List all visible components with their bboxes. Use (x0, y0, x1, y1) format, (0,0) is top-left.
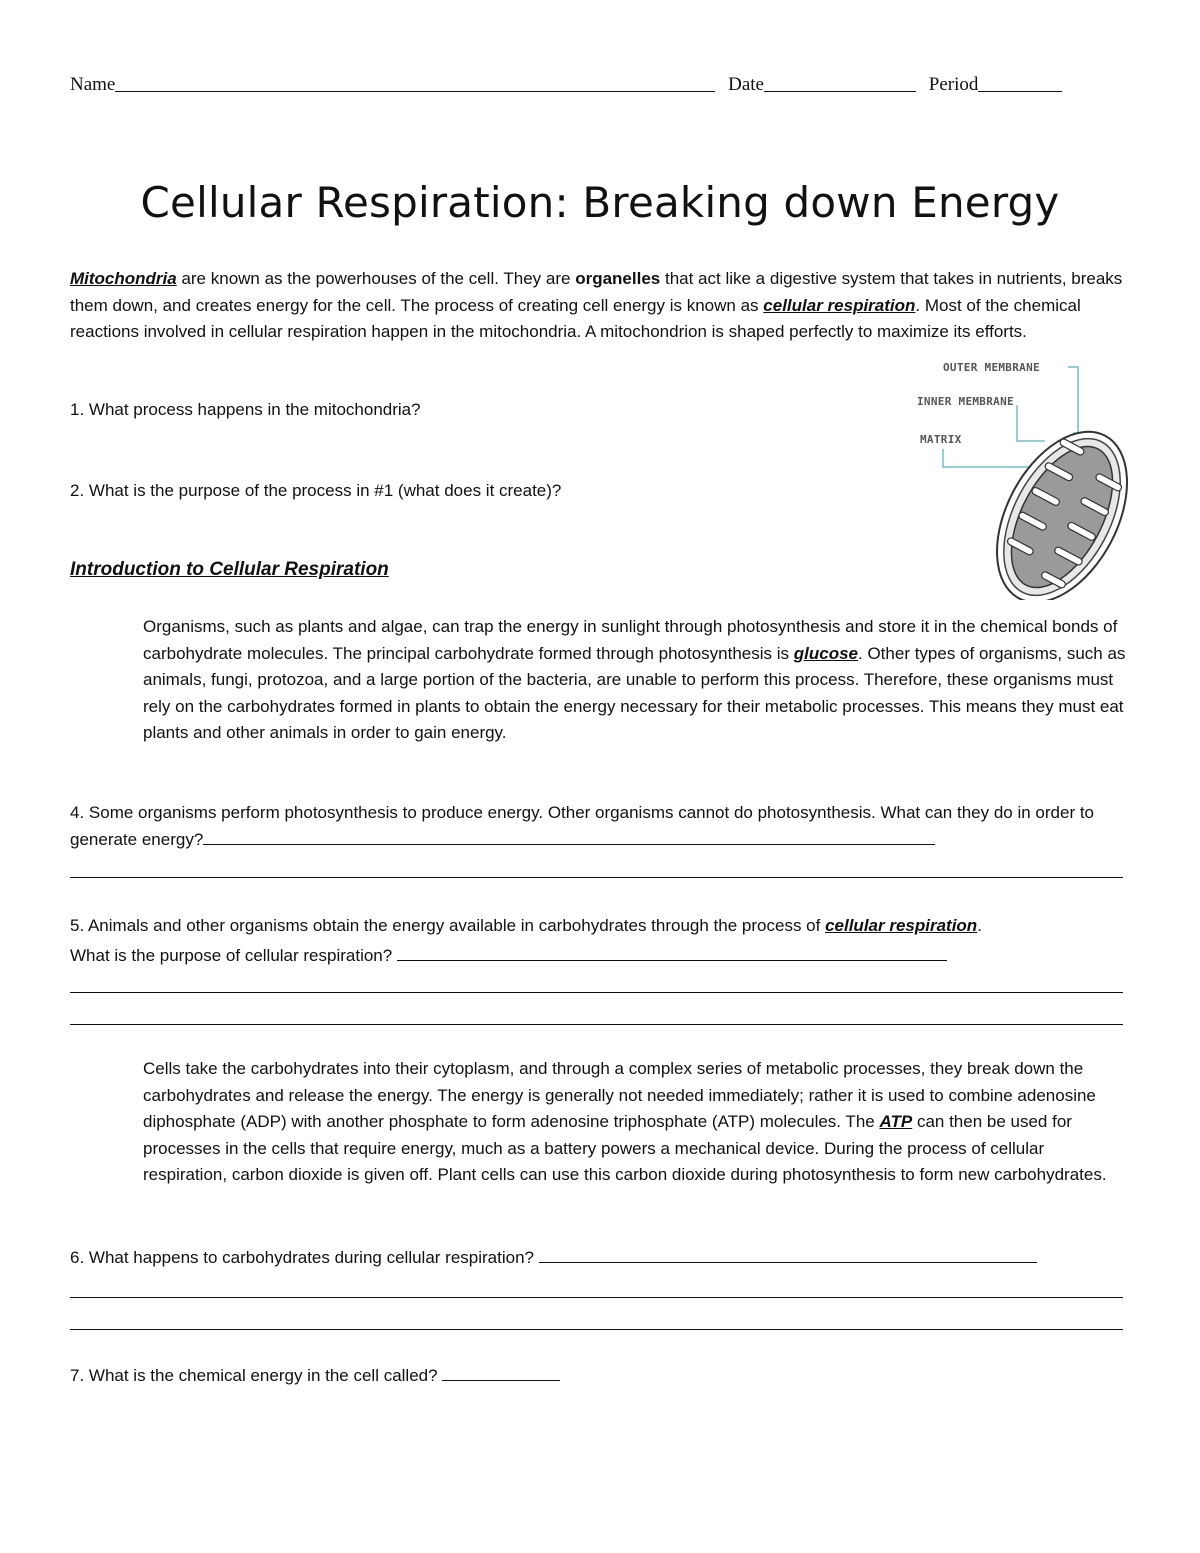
question-6-text: 6. What happens to carbohydrates during cellular respiration? (70, 1248, 534, 1267)
question-2: 2. What is the purpose of the process in #1 (what does it create)? (70, 481, 562, 500)
section-heading: Introduction to Cellular Respiration (70, 559, 389, 580)
question-1: 1. What process happens in the mitochondria? (70, 400, 421, 419)
term-organelles: organelles (575, 269, 661, 288)
date-label: Date (728, 74, 764, 95)
name-field[interactable] (115, 73, 715, 92)
question-4-text: 4. Some organisms perform photosynthesis to produce energy. Other organisms cannot do photosynthesis. What can they do in order to generate energy? (70, 803, 1095, 849)
term-atp: ATP (879, 1112, 913, 1131)
passage-2-text-2: can then be used for processes in the cells that require energy, much as a battery powers a mechanical device. During the process of cellular respiration, carbon dioxide is given off. Plant cells can use this carbon dioxide during photosynthesis to form new carbohydrates. (143, 1112, 1107, 1184)
question-7 (70, 1363, 870, 1390)
page-title: Cellular Respiration: Breaking down Energy (140, 178, 1060, 227)
passage-2 (143, 1056, 1128, 1189)
answer-6-inline[interactable] (539, 1248, 1037, 1263)
passage-1-text-2: . Other types of organisms, such as animals, fungi, protozoa, and a large portion of the bacteria, are unable to perform this process. Therefore, these organisms must rely on the carbohydrates formed in plants to obtain the energy necessary for their metabolic processes. This means they must eat plants and other animals in order to gain energy. (143, 643, 1126, 742)
passage-1 (143, 614, 1128, 747)
passage-2-text-1: Cells take the carbohydrates into their cytoplasm, and through a complex series of metabolic processes, they break down the carbohydrates and release the energy. The energy is generally not needed immediately; rather it is used to combine adenosine diphosphate (ADP) with another phosphate to form adenosine triphosphate (ATP) molecules. The (143, 1059, 1096, 1131)
answer-7-inline[interactable] (442, 1366, 560, 1381)
passage-1-text-1: Organisms, such as plants and algae, can trap the energy in sunlight through photosynthesis and store it in the chemical bonds of carbohydrate molecules. The principal carbohydrate formed through photosynthesis is (143, 617, 1118, 663)
intro-text-2: that act like a digestive system that takes in nutrients, breaks them down, and creates energy for the cell. The process of creating cell energy is known as (70, 269, 1123, 315)
matrix-label: MATRIX (920, 433, 962, 446)
question-7-text: 7. What is the chemical energy in the cell called? (70, 1366, 438, 1385)
question-4 (70, 800, 1125, 853)
question-6 (70, 1245, 1130, 1272)
term-glucose: glucose (793, 643, 859, 663)
inner-membrane-label: INNER MEMBRANE (917, 395, 1014, 408)
term-cellular-respiration-q5: cellular respiration (825, 916, 978, 935)
question-5-text: 5. Animals and other organisms obtain the energy available in carbohydrates through the process of (70, 916, 826, 935)
answer-line-5b[interactable] (70, 992, 1123, 993)
period-field[interactable] (978, 73, 1062, 92)
outer-membrane-label: OUTER MEMBRANE (943, 361, 1040, 374)
question-5-prompt: What is the purpose of cellular respiration? (70, 946, 393, 965)
answer-line-4b[interactable] (70, 877, 1123, 878)
term-cellular-respiration: cellular respiration (763, 295, 916, 315)
answer-5-inline[interactable] (397, 946, 947, 961)
intro-text-1: are known as the powerhouses of the cell. They are (176, 269, 576, 288)
answer-line-6c[interactable] (70, 1329, 1123, 1330)
term-mitochondria: Mitochondria (70, 269, 177, 288)
answer-line-6b[interactable] (70, 1297, 1123, 1298)
intro-text-3: . Most of the chemical reactions involved in cellular respiration happen in the mitochondria. A mitochondrion is shaped perfectly to maximize its efforts. (70, 295, 1081, 341)
mitochondrion-diagram (905, 355, 1145, 600)
question-5-period: . (977, 916, 982, 935)
period-label: Period (928, 74, 979, 95)
question-5-line2 (70, 943, 1130, 970)
question-5 (70, 913, 1150, 940)
student-info-header (70, 73, 1062, 96)
name-label: Name (70, 74, 116, 95)
date-field[interactable] (764, 73, 916, 92)
intro-paragraph (70, 266, 1132, 346)
answer-line-5c[interactable] (70, 1024, 1123, 1025)
answer-4-inline[interactable] (203, 830, 935, 845)
